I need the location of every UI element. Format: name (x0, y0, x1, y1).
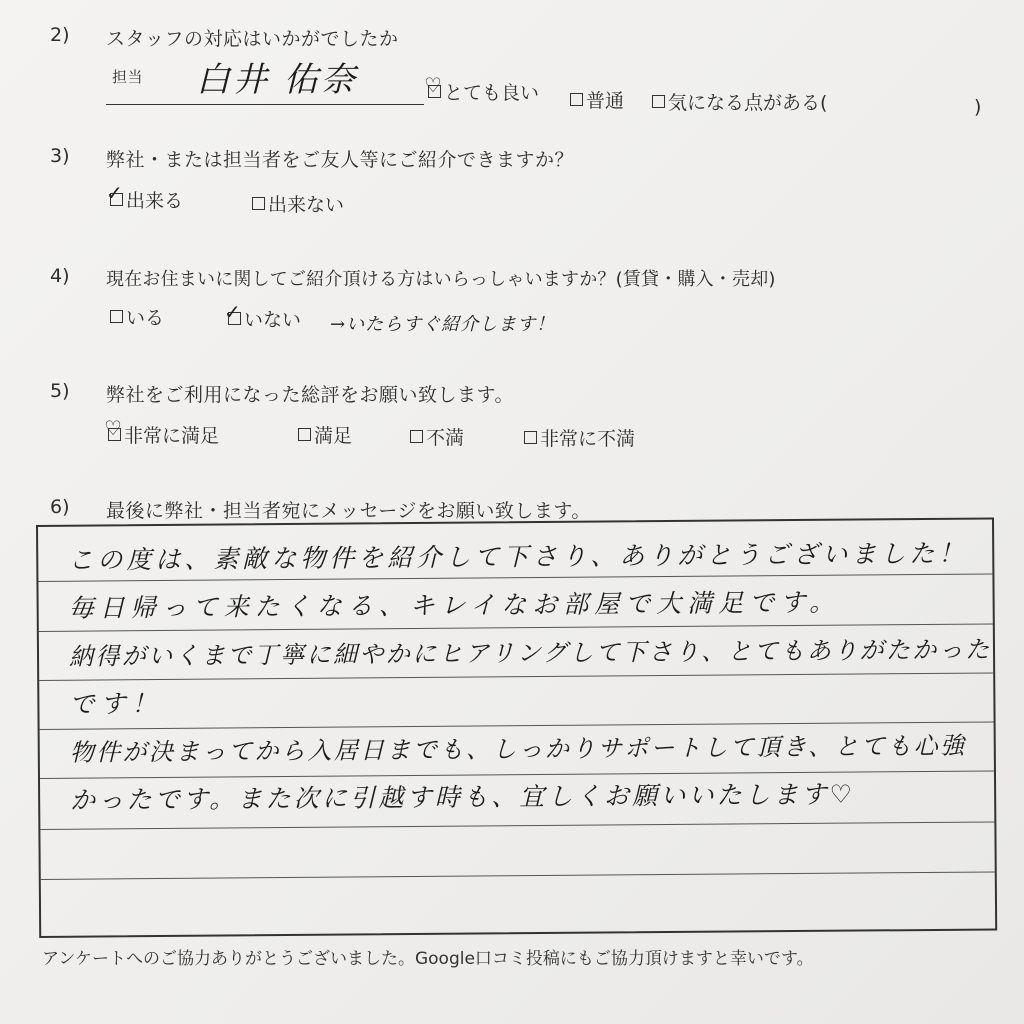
q2-checkbox-very-good[interactable] (424, 73, 442, 98)
q2-option-concern[interactable] (652, 88, 827, 115)
q4-question: 現在お住まいに関してご紹介頂ける方はいらっしゃいますか？(賃貸・購入・売却) (106, 269, 776, 290)
q5-option-label: 不満 (426, 427, 465, 449)
q4-checkbox-no[interactable] (224, 300, 241, 325)
q4-checkbox-yes[interactable] (110, 310, 123, 323)
staff-label: 担当 (112, 68, 144, 86)
message-rule-line (39, 672, 993, 680)
staff-name-handwritten: 白井 佑奈 (196, 60, 358, 100)
q4-option-no[interactable] (224, 300, 302, 332)
q4-option-label: いない (244, 309, 302, 331)
q4-handwritten-note: →いたらすぐ紹介します！ (330, 314, 556, 335)
q5-checkbox-very-satisfied[interactable] (104, 416, 122, 441)
message-line-4: です！ (69, 689, 163, 719)
q2-option-very-good[interactable] (424, 73, 540, 105)
q6-number: 6) (50, 496, 70, 518)
message-box[interactable] (36, 517, 997, 938)
q2-option-label: 普通 (586, 90, 625, 112)
q5-checkbox-very-dissatisfied[interactable] (524, 431, 537, 444)
checkmark-icon: ✓ (224, 300, 241, 324)
q4-number: 4) (50, 265, 70, 287)
q5-number: 5) (50, 380, 70, 402)
message-rule-line (41, 871, 995, 879)
q3-option-label: 出来る (126, 190, 184, 212)
message-line-3: 納得がいくまで丁寧に細やかにヒアリングして下さり、とてもありがたかった (68, 635, 992, 671)
heart-mark-icon: ♡ (424, 73, 442, 97)
q5-option-dissatisfied[interactable] (410, 423, 464, 450)
q3-number: 3) (50, 145, 70, 167)
q3-option-label: 出来ない (268, 194, 345, 216)
q2-paren-close: ) (974, 96, 982, 118)
q2-question: スタッフの対応はいかがでしたか (106, 28, 399, 50)
q2-checkbox-concern[interactable] (652, 95, 665, 108)
checkmark-icon: ✓ (106, 181, 123, 205)
q3-question: 弊社・または担当者をご友人等にご紹介できますか？ (106, 149, 575, 171)
message-line-5: 物件が決まってから入居日までも、しっかりサポートして頂き、とても心強 (69, 731, 967, 767)
q3-option-yes[interactable] (106, 181, 184, 213)
footer-thanks: アンケートへのご協力ありがとうございました。Google口コミ投稿にもご協力頂けますと幸いです。 (42, 949, 814, 969)
q5-option-label: 非常に満足 (124, 425, 220, 447)
q2-option-label: とても良い (444, 82, 540, 104)
message-line-1: この度は、素敵な物件を紹介して下さり、ありがとうございました！ (68, 538, 968, 575)
q5-option-label: 満足 (314, 425, 353, 447)
q3-checkbox-no[interactable] (252, 197, 265, 210)
q5-option-label: 非常に不満 (540, 428, 636, 450)
q2-option-normal[interactable] (570, 86, 624, 113)
staff-signature-line (106, 104, 424, 105)
q2-checkbox-normal[interactable] (570, 93, 583, 106)
q5-checkbox-dissatisfied[interactable] (410, 430, 423, 443)
heart-mark-icon: ♡ (104, 416, 122, 440)
q2-option-label: 気になる点がある( (668, 92, 828, 114)
q5-question: 弊社をご利用になった総評をお願い致します。 (106, 384, 514, 406)
message-line-6: かったです。また次に引越す時も、宜しくお願いいたします♡ (70, 779, 856, 815)
q4-option-yes[interactable] (110, 303, 164, 330)
q4-option-label: いる (126, 307, 165, 329)
q5-checkbox-satisfied[interactable] (298, 428, 311, 441)
message-rule-line (40, 821, 994, 829)
q3-checkbox-yes[interactable] (106, 181, 123, 206)
q2-number: 2) (50, 24, 70, 46)
message-line-2: 毎日帰って来たくなる、キレイなお部屋で大満足です。 (68, 587, 841, 623)
q3-option-no[interactable] (252, 190, 344, 217)
q5-option-very-dissatisfied[interactable] (524, 424, 635, 451)
q6-question: 最後に弊社・担当者宛にメッセージをお願い致します。 (106, 500, 591, 522)
q5-option-satisfied[interactable] (298, 421, 352, 448)
q5-option-very-satisfied[interactable] (104, 416, 220, 448)
